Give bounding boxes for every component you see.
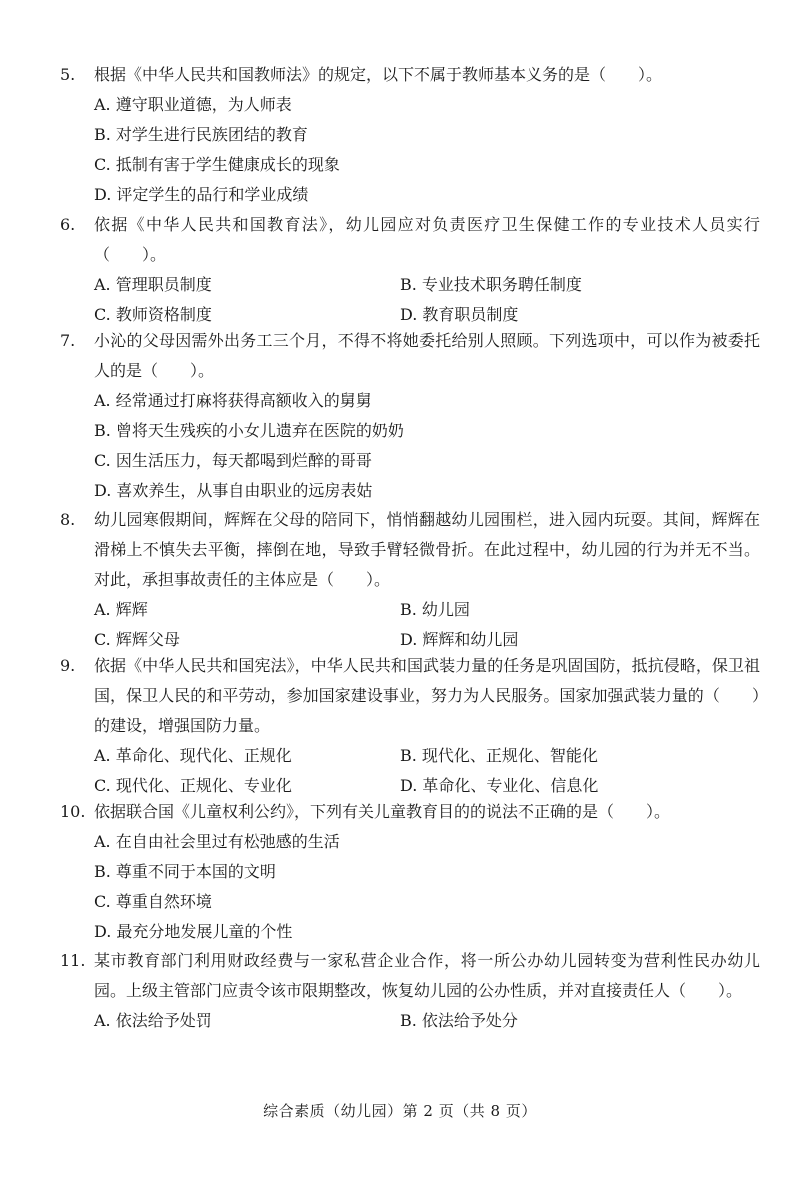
option-c: C. 现代化、正规化、专业化 [94, 776, 292, 795]
question-number: 7. [60, 331, 76, 350]
question-stem [60, 210, 760, 270]
question-number: 10. [60, 802, 86, 821]
question-text: 依据《中华人民共和国教育法》，幼儿园应对负责医疗卫生保健工作的专业技术人员实行（ ）。 [94, 215, 760, 264]
page-footer: 综合素质（幼儿园）第 2 页（共 8 页） [263, 1102, 537, 1120]
option-d: D. 辉辉和幼儿园 [400, 630, 519, 649]
option-b: B. 对学生进行民族团结的教育 [94, 125, 308, 144]
question-9 [60, 651, 760, 801]
option-a: A. 遵守职业道德，为人师表 [94, 95, 292, 114]
question-11 [60, 946, 760, 1036]
question-number: 8. [60, 510, 76, 529]
options-list [94, 827, 760, 947]
options-list [94, 270, 760, 330]
option-a: A. 辉辉 [94, 600, 148, 619]
option-b: B. 曾将天生残疾的小女儿遗弃在医院的奶奶 [94, 421, 404, 440]
question-text: 幼儿园寒假期间，辉辉在父母的陪同下，悄悄翻越幼儿园围栏，进入园内玩耍。其间，辉辉在滑梯上不慎失去平衡，摔倒在地，导致手臂轻微骨折。在此过程中，幼儿园的行为并无不当。对此，承担事故责任的主体应是（ ）。 [94, 510, 760, 589]
option-c: C. 尊重自然环境 [94, 892, 212, 911]
question-number: 11. [60, 951, 86, 970]
question-stem [60, 60, 760, 90]
question-5 [60, 60, 760, 210]
option-b: B. 依法给予处分 [400, 1011, 518, 1030]
question-stem [60, 946, 760, 1006]
question-7 [60, 326, 760, 506]
option-a: A. 革命化、现代化、正规化 [94, 746, 292, 765]
question-text: 小沁的父母因需外出务工三个月，不得不将她委托给别人照顾。下列选项中，可以作为被委托人的是（ ）。 [94, 331, 760, 380]
question-number: 9. [60, 656, 76, 675]
question-number: 6. [60, 215, 76, 234]
question-8 [60, 505, 760, 655]
question-text: 依据《中华人民共和国宪法》，中华人民共和国武装力量的任务是巩固国防，抵抗侵略，保卫祖国，保卫人民的和平劳动，参加国家建设事业，努力为人民服务。国家加强武装力量的（ ）的建设，增强国防力量。 [94, 656, 760, 735]
option-c: C. 教师资格制度 [94, 305, 212, 324]
question-text: 依据联合国《儿童权利公约》，下列有关儿童教育目的的说法不正确的是（ ）。 [94, 802, 671, 821]
options-list [94, 595, 760, 655]
options-list [94, 741, 760, 801]
option-b: B. 尊重不同于本国的文明 [94, 862, 276, 881]
question-stem [60, 326, 760, 386]
question-text: 某市教育部门利用财政经费与一家私营企业合作，将一所公办幼儿园转变为营利性民办幼儿园。上级主管部门应责令该市限期整改，恢复幼儿园的公办性质，并对直接责任人（ ）。 [94, 951, 760, 1000]
question-number: 5. [60, 65, 76, 84]
option-b: B. 专业技术职务聘任制度 [400, 275, 582, 294]
option-c: C. 抵制有害于学生健康成长的现象 [94, 155, 340, 174]
option-d: D. 革命化、专业化、信息化 [400, 776, 599, 795]
option-a: A. 管理职员制度 [94, 275, 212, 294]
option-a: A. 经常通过打麻将获得高额收入的舅舅 [94, 391, 372, 410]
option-b: B. 幼儿园 [400, 600, 470, 619]
option-a: A. 在自由社会里过有松弛感的生活 [94, 832, 340, 851]
question-stem [60, 505, 760, 595]
question-6 [60, 210, 760, 330]
option-d: D. 教育职员制度 [400, 305, 519, 324]
question-stem [60, 651, 760, 741]
option-d: D. 评定学生的品行和学业成绩 [94, 185, 309, 204]
options-list [94, 1006, 760, 1036]
question-text: 根据《中华人民共和国教师法》的规定，以下不属于教师基本义务的是（ ）。 [94, 65, 663, 84]
option-b: B. 现代化、正规化、智能化 [400, 746, 598, 765]
question-stem [60, 797, 760, 827]
option-d: D. 最充分地发展儿童的个性 [94, 922, 293, 941]
option-a: A. 依法给予处罚 [94, 1011, 212, 1030]
options-list [94, 386, 760, 506]
question-10 [60, 797, 760, 947]
options-list [94, 90, 760, 210]
option-c: C. 辉辉父母 [94, 630, 180, 649]
option-d: D. 喜欢养生，从事自由职业的远房表姑 [94, 481, 373, 500]
option-c: C. 因生活压力，每天都喝到烂醉的哥哥 [94, 451, 372, 470]
